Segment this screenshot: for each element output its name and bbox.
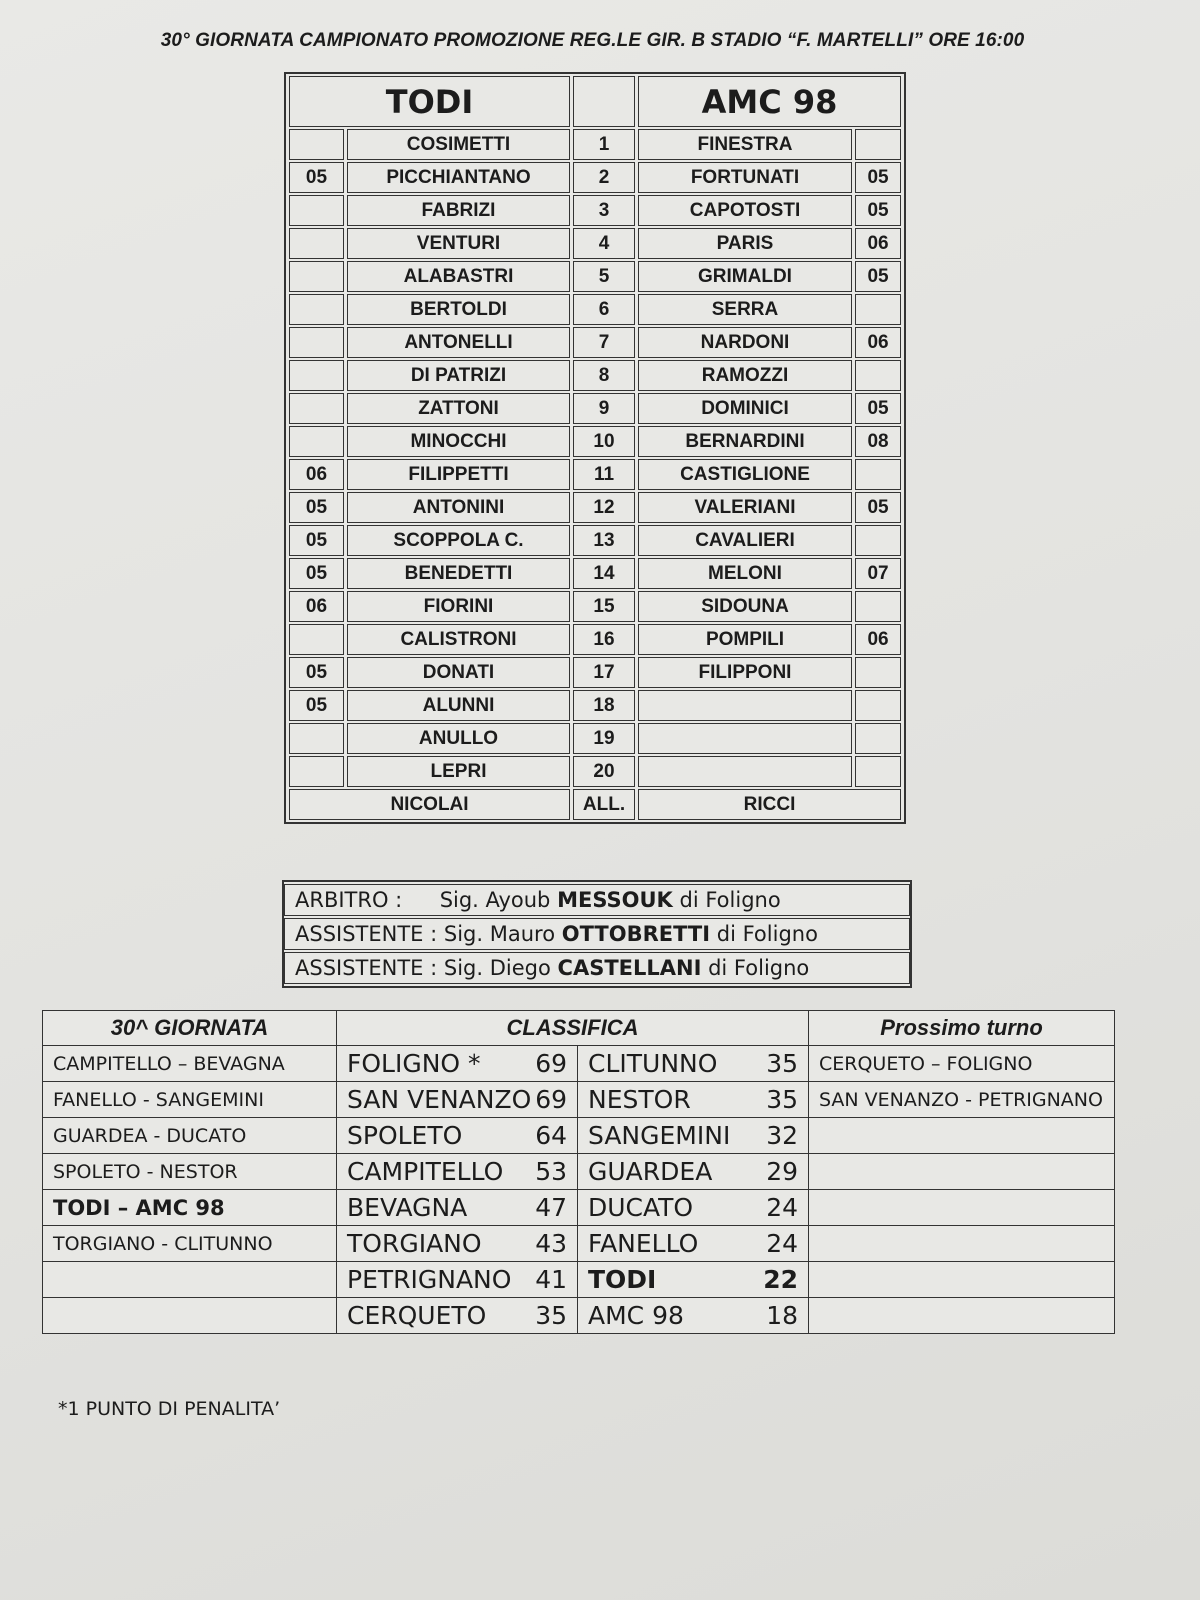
penalty-footnote: *1 PUNTO DI PENALITA’: [58, 1398, 281, 1420]
shirt-number: 20: [573, 756, 635, 787]
lineup-row: [289, 393, 901, 424]
away-player-mark: 05: [855, 195, 901, 226]
standing-points: 35: [535, 1301, 567, 1330]
lineup-row: [289, 129, 901, 160]
page-title: 30° GIORNATA CAMPIONATO PROMOZIONE REG.LE GIR. B STADIO “F. MARTELLI” ORE 16:00: [160, 30, 1025, 51]
home-player-mark: 05: [289, 657, 344, 688]
next-round-fixture: [809, 1262, 1115, 1298]
away-player-mark: 05: [855, 492, 901, 523]
standing-entry: [578, 1082, 809, 1118]
summary-row: [43, 1046, 1115, 1082]
home-player-mark: 05: [289, 690, 344, 721]
lineup-row: [289, 690, 901, 721]
standing-team: FOLIGNO *: [347, 1049, 481, 1078]
home-player-mark: [289, 360, 344, 391]
standing-team: TORGIANO: [347, 1229, 482, 1258]
standing-team: FANELLO: [588, 1229, 699, 1258]
away-player-mark: [855, 294, 901, 325]
standing-entry: [337, 1154, 578, 1190]
standing-entry: [337, 1262, 578, 1298]
away-player-name: CASTIGLIONE: [638, 459, 852, 490]
shirt-number: 18: [573, 690, 635, 721]
lineup-row: [289, 657, 901, 688]
next-round-fixture: [809, 1226, 1115, 1262]
match-fixture: TODI – AMC 98: [43, 1190, 337, 1226]
standing-team: CAMPITELLO: [347, 1157, 504, 1186]
officials-table: [282, 880, 912, 988]
official-cell: [284, 952, 910, 984]
home-player-name: ALABASTRI: [347, 261, 570, 292]
shirt-number: 15: [573, 591, 635, 622]
standing-entry: [578, 1262, 809, 1298]
shirt-number: 3: [573, 195, 635, 226]
matches-header: 30^ GIORNATA: [43, 1011, 337, 1046]
away-player-mark: 06: [855, 327, 901, 358]
shirt-number: 17: [573, 657, 635, 688]
standing-points: 24: [766, 1193, 798, 1222]
away-player-mark: [855, 723, 901, 754]
standing-points: 53: [535, 1157, 567, 1186]
league-summary-table: [42, 1010, 1115, 1334]
away-player-name: DOMINICI: [638, 393, 852, 424]
home-player-mark: [289, 294, 344, 325]
away-player-mark: [855, 591, 901, 622]
away-player-name: GRIMALDI: [638, 261, 852, 292]
away-player-mark: 05: [855, 261, 901, 292]
home-player-name: DONATI: [347, 657, 570, 688]
standing-entry: [337, 1190, 578, 1226]
shirt-number: 8: [573, 360, 635, 391]
shirt-number: 1: [573, 129, 635, 160]
official-cell: [284, 884, 910, 916]
standing-points: 24: [766, 1229, 798, 1258]
standing-points: 41: [535, 1265, 567, 1294]
standings-header: CLASSIFICA: [337, 1011, 809, 1046]
away-player-name: SERRA: [638, 294, 852, 325]
away-player-name: FINESTRA: [638, 129, 852, 160]
next-round-fixture: CERQUETO – FOLIGNO: [809, 1046, 1115, 1082]
home-player-name: DI PATRIZI: [347, 360, 570, 391]
away-player-mark: [855, 525, 901, 556]
away-player-name: BERNARDINI: [638, 426, 852, 457]
home-player-mark: 05: [289, 162, 344, 193]
home-player-name: BENEDETTI: [347, 558, 570, 589]
standing-entry: [337, 1298, 578, 1334]
home-player-name: ANULLO: [347, 723, 570, 754]
summary-row: [43, 1298, 1115, 1334]
standing-points: 18: [766, 1301, 798, 1330]
lineup-row: [289, 294, 901, 325]
match-fixture: [43, 1262, 337, 1298]
away-player-name: [638, 690, 852, 721]
shirt-number: 5: [573, 261, 635, 292]
shirt-number: 11: [573, 459, 635, 490]
lineup-row: [289, 162, 901, 193]
official-role: ASSISTENTE :: [295, 922, 438, 946]
coach-label: ALL.: [573, 789, 635, 820]
away-player-mark: 05: [855, 393, 901, 424]
summary-row: [43, 1190, 1115, 1226]
away-player-mark: [855, 657, 901, 688]
standing-team: GUARDEA: [588, 1157, 713, 1186]
official-city: di Foligno: [679, 888, 781, 912]
home-player-mark: [289, 426, 344, 457]
home-player-mark: [289, 393, 344, 424]
lineup-row: [289, 492, 901, 523]
lineup-table: [284, 72, 906, 824]
match-fixture: [43, 1298, 337, 1334]
standing-team: CLITUNNO: [588, 1049, 718, 1078]
official-city: di Foligno: [716, 922, 818, 946]
lineup-row: [289, 624, 901, 655]
summary-row: [43, 1154, 1115, 1190]
home-player-name: CALISTRONI: [347, 624, 570, 655]
home-player-mark: [289, 756, 344, 787]
shirt-number: 6: [573, 294, 635, 325]
home-player-mark: [289, 723, 344, 754]
summary-row: [43, 1226, 1115, 1262]
away-player-name: [638, 756, 852, 787]
home-player-name: COSIMETTI: [347, 129, 570, 160]
lineup-row: [289, 723, 901, 754]
official-row: [284, 918, 910, 950]
summary-row: [43, 1262, 1115, 1298]
summary-row: [43, 1118, 1115, 1154]
official-first-name: Sig. Mauro: [443, 922, 556, 946]
home-coach: NICOLAI: [289, 789, 570, 820]
match-fixture: CAMPITELLO – BEVAGNA: [43, 1046, 337, 1082]
away-player-name: FORTUNATI: [638, 162, 852, 193]
away-player-name: NARDONI: [638, 327, 852, 358]
standing-points: 69: [535, 1049, 567, 1078]
away-player-mark: [855, 360, 901, 391]
away-player-name: PARIS: [638, 228, 852, 259]
standing-team: TODI: [588, 1265, 657, 1294]
away-player-mark: 06: [855, 624, 901, 655]
coach-row: [289, 789, 901, 820]
official-surname: CASTELLANI: [557, 956, 702, 980]
standing-points: 69: [535, 1085, 567, 1114]
home-player-name: ZATTONI: [347, 393, 570, 424]
lineup-row: [289, 228, 901, 259]
lineup-row: [289, 426, 901, 457]
standing-entry: [578, 1190, 809, 1226]
away-player-name: [638, 723, 852, 754]
lineup-row: [289, 360, 901, 391]
standing-points: 22: [763, 1265, 798, 1294]
standing-team: AMC 98: [588, 1301, 684, 1330]
away-player-name: VALERIANI: [638, 492, 852, 523]
away-player-name: RAMOZZI: [638, 360, 852, 391]
lineup-row: [289, 327, 901, 358]
away-player-mark: [855, 459, 901, 490]
shirt-number: 14: [573, 558, 635, 589]
shirt-number: 10: [573, 426, 635, 457]
match-fixture: TORGIANO - CLITUNNO: [43, 1226, 337, 1262]
away-player-mark: [855, 129, 901, 160]
standing-team: BEVAGNA: [347, 1193, 468, 1222]
official-role: ARBITRO :: [295, 888, 403, 912]
shirt-number: 12: [573, 492, 635, 523]
away-player-mark: [855, 756, 901, 787]
next-round-fixture: [809, 1190, 1115, 1226]
away-player-name: CAPOTOSTI: [638, 195, 852, 226]
home-player-name: BERTOLDI: [347, 294, 570, 325]
number-header: [573, 76, 635, 127]
standing-team: SANGEMINI: [588, 1121, 731, 1150]
away-player-name: SIDOUNA: [638, 591, 852, 622]
home-player-name: VENTURI: [347, 228, 570, 259]
shirt-number: 16: [573, 624, 635, 655]
match-fixture: SPOLETO - NESTOR: [43, 1154, 337, 1190]
home-player-mark: 06: [289, 591, 344, 622]
home-player-mark: [289, 129, 344, 160]
lineup-row: [289, 195, 901, 226]
official-first-name: Sig. Diego: [443, 956, 551, 980]
standing-entry: [337, 1082, 578, 1118]
home-player-mark: [289, 261, 344, 292]
home-player-name: LEPRI: [347, 756, 570, 787]
away-player-name: MELONI: [638, 558, 852, 589]
home-player-mark: 06: [289, 459, 344, 490]
standing-entry: [337, 1118, 578, 1154]
next-round-header: Prossimo turno: [809, 1011, 1115, 1046]
home-player-name: SCOPPOLA C.: [347, 525, 570, 556]
shirt-number: 2: [573, 162, 635, 193]
standing-team: SAN VENANZO: [347, 1085, 532, 1114]
official-surname: OTTOBRETTI: [561, 922, 711, 946]
away-player-mark: [855, 690, 901, 721]
standing-points: 29: [766, 1157, 798, 1186]
away-player-mark: 06: [855, 228, 901, 259]
lineup-row: [289, 459, 901, 490]
summary-header-row: [43, 1011, 1115, 1046]
home-player-mark: [289, 624, 344, 655]
standing-entry: [578, 1118, 809, 1154]
shirt-number: 13: [573, 525, 635, 556]
next-round-fixture: [809, 1154, 1115, 1190]
shirt-number: 19: [573, 723, 635, 754]
home-player-mark: [289, 327, 344, 358]
home-player-mark: [289, 228, 344, 259]
home-player-mark: 05: [289, 558, 344, 589]
away-player-mark: 05: [855, 162, 901, 193]
standing-entry: [578, 1154, 809, 1190]
away-player-mark: 07: [855, 558, 901, 589]
home-player-name: FILIPPETTI: [347, 459, 570, 490]
standing-entry: [578, 1226, 809, 1262]
standing-team: SPOLETO: [347, 1121, 463, 1150]
official-city: di Foligno: [708, 956, 810, 980]
shirt-number: 4: [573, 228, 635, 259]
standing-entry: [337, 1046, 578, 1082]
away-player-name: CAVALIERI: [638, 525, 852, 556]
lineup-row: [289, 261, 901, 292]
home-player-name: FABRIZI: [347, 195, 570, 226]
home-player-mark: 05: [289, 525, 344, 556]
away-team-name: AMC 98: [638, 76, 901, 127]
home-player-mark: [289, 195, 344, 226]
official-first-name: Sig. Ayoub: [439, 888, 551, 912]
match-fixture: GUARDEA - DUCATO: [43, 1118, 337, 1154]
home-player-name: ALUNNI: [347, 690, 570, 721]
home-player-name: ANTONELLI: [347, 327, 570, 358]
standing-team: CERQUETO: [347, 1301, 487, 1330]
standing-team: NESTOR: [588, 1085, 691, 1114]
away-player-mark: 08: [855, 426, 901, 457]
lineup-row: [289, 756, 901, 787]
standing-team: PETRIGNANO: [347, 1265, 512, 1294]
home-player-name: PICCHIANTANO: [347, 162, 570, 193]
standing-team: DUCATO: [588, 1193, 694, 1222]
official-cell: [284, 918, 910, 950]
next-round-fixture: [809, 1118, 1115, 1154]
lineup-row: [289, 591, 901, 622]
official-surname: MESSOUK: [557, 888, 673, 912]
official-row: [284, 884, 910, 916]
summary-row: [43, 1082, 1115, 1118]
standing-points: 35: [766, 1049, 798, 1078]
standing-points: 32: [766, 1121, 798, 1150]
lineup-row: [289, 558, 901, 589]
next-round-fixture: [809, 1298, 1115, 1334]
shirt-number: 7: [573, 327, 635, 358]
lineup-header-row: [289, 76, 901, 127]
standing-points: 64: [535, 1121, 567, 1150]
standing-points: 35: [766, 1085, 798, 1114]
away-player-name: POMPILI: [638, 624, 852, 655]
standing-entry: [578, 1298, 809, 1334]
away-coach: RICCI: [638, 789, 901, 820]
standing-entry: [578, 1046, 809, 1082]
home-player-name: FIORINI: [347, 591, 570, 622]
standing-points: 43: [535, 1229, 567, 1258]
lineup-row: [289, 525, 901, 556]
official-row: [284, 952, 910, 984]
official-role: ASSISTENTE :: [295, 956, 438, 980]
home-player-name: MINOCCHI: [347, 426, 570, 457]
shirt-number: 9: [573, 393, 635, 424]
standing-points: 47: [535, 1193, 567, 1222]
standing-entry: [337, 1226, 578, 1262]
next-round-fixture: SAN VENANZO - PETRIGNANO: [809, 1082, 1115, 1118]
home-player-name: ANTONINI: [347, 492, 570, 523]
home-team-name: TODI: [289, 76, 570, 127]
away-player-name: FILIPPONI: [638, 657, 852, 688]
home-player-mark: 05: [289, 492, 344, 523]
match-fixture: FANELLO - SANGEMINI: [43, 1082, 337, 1118]
